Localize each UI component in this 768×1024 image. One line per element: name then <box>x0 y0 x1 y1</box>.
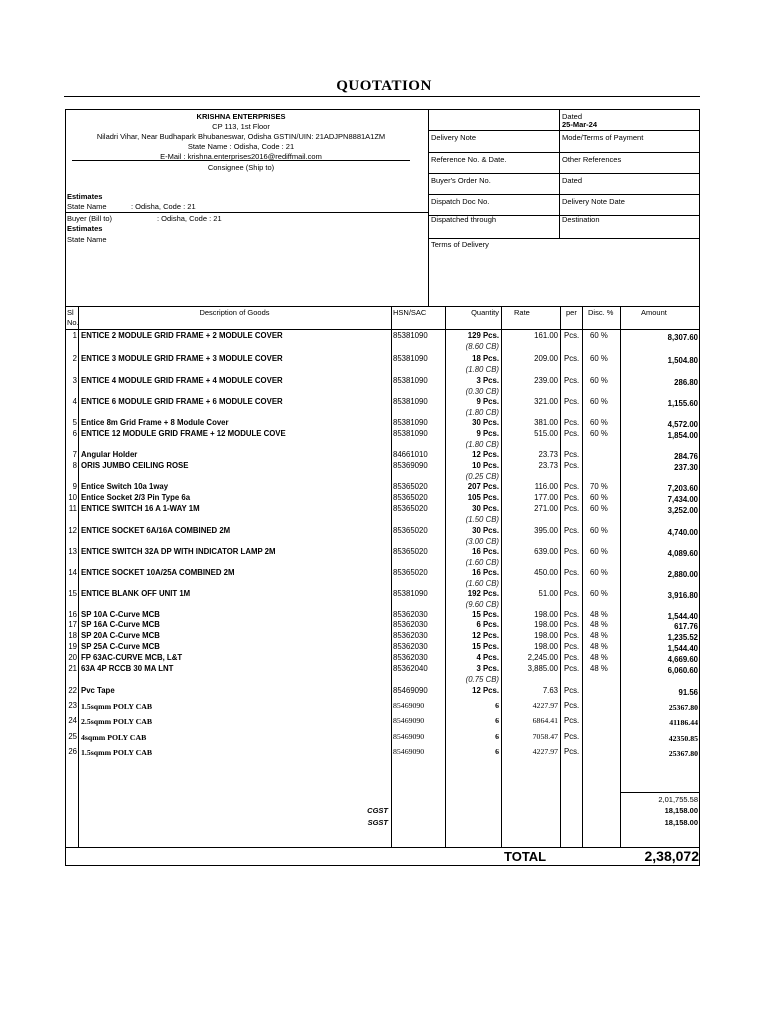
row-rate: 161.00 <box>534 331 558 340</box>
delivery-note-date-label: Delivery Note Date <box>562 197 625 206</box>
row-qty: 15 Pcs. <box>472 610 499 619</box>
row-hsn: 85381090 <box>393 418 428 427</box>
row-hsn: 85381090 <box>393 331 428 340</box>
buyer-state-value: : Odisha, Code : 21 <box>157 214 222 223</box>
row-hsn: 85365020 <box>393 526 428 535</box>
row-sl: 11 <box>68 504 77 513</box>
row-rate: 7.63 <box>542 686 558 695</box>
row-hsn: 85381090 <box>393 589 428 598</box>
row-sl: 19 <box>68 642 77 651</box>
row-sl: 21 <box>68 664 77 673</box>
row-disc: 60 % <box>590 493 608 502</box>
row-amount: 1,854.00 <box>667 431 698 440</box>
other-refs-label: Other References <box>562 155 622 164</box>
col-line-sl <box>78 306 79 847</box>
row-amount: 237.30 <box>674 463 698 472</box>
buyer-heading: Buyer (Bill to) <box>67 214 113 223</box>
seller-state: State Name : Odisha, Code : 21 <box>187 142 295 151</box>
row-qty-sub: (1.80 CB) <box>465 440 499 449</box>
row-hsn: 85362030 <box>393 653 428 662</box>
row-hsn: 85469090 <box>393 747 425 756</box>
row-sl: 10 <box>68 493 77 502</box>
row-desc: ENTICE 3 MODULE GRID FRAME + 3 MODULE COVER <box>81 354 283 363</box>
row-sl: 16 <box>68 610 77 619</box>
row-rate: 198.00 <box>534 642 558 651</box>
row-rate: 2,245.00 <box>527 653 558 662</box>
consignee-heading: Consignee (Ship to) <box>207 163 275 172</box>
row-rate: 239.00 <box>534 376 558 385</box>
row-disc: 70 % <box>590 482 608 491</box>
row-sl: 23 <box>68 701 77 710</box>
row-qty-sub: (1.60 CB) <box>465 558 499 567</box>
subtotal-line <box>620 792 699 793</box>
row-per: Pcs. <box>564 631 580 640</box>
consignee-state-value: : Odisha, Code : 21 <box>131 202 196 211</box>
row-rate: 23.73 <box>538 450 558 459</box>
row-qty: 9 Pcs. <box>476 397 499 406</box>
col-header-sl: Sl <box>67 308 74 317</box>
row-qty: 12 Pcs. <box>472 631 499 640</box>
row-rate: 7058.47 <box>532 732 558 741</box>
row-desc: FP 63AC-CURVE MCB, L&T <box>81 653 183 662</box>
row-desc: Angular Holder <box>81 450 138 459</box>
row-qty-sub: (1.80 CB) <box>465 365 499 374</box>
row-sl: 2 <box>72 354 77 363</box>
row-sl: 18 <box>68 631 77 640</box>
row-rate: 450.00 <box>534 568 558 577</box>
row-hsn: 85362040 <box>393 664 428 673</box>
row-amount: 1,544.40 <box>667 644 698 653</box>
row-amount: 7,203.60 <box>667 484 698 493</box>
row-hsn: 85365020 <box>393 493 428 502</box>
sgst-value: 18,158.00 <box>664 818 698 827</box>
row-desc: Entice Switch 10a 1way <box>81 482 169 491</box>
row-sl: 17 <box>68 620 77 629</box>
row-desc: 4sqmm POLY CAB <box>81 733 147 742</box>
row-sl: 20 <box>68 653 77 662</box>
row-qty: 16 Pcs. <box>472 547 499 556</box>
row-hsn: 85469090 <box>393 716 425 725</box>
row-per: Pcs. <box>564 620 580 629</box>
row-sl: 6 <box>72 429 77 438</box>
row-qty: 3 Pcs. <box>476 664 499 673</box>
row-per: Pcs. <box>564 418 580 427</box>
header-divider <box>428 109 429 306</box>
row-per: Pcs. <box>564 664 580 673</box>
dated-value: 25-Mar-24 <box>562 120 598 129</box>
row-rate: 4227.97 <box>532 747 558 756</box>
row-sl: 5 <box>72 418 77 427</box>
row-hsn: 85365020 <box>393 482 428 491</box>
buyer-state-label: State Name <box>67 235 107 244</box>
col-header-desc: Description of Goods <box>199 308 270 317</box>
row-qty: 12 Pcs. <box>472 450 499 459</box>
row-desc: Entice 8m Grid Frame + 8 Module Cover <box>81 418 229 427</box>
row-amount: 617.76 <box>674 622 698 631</box>
row-per: Pcs. <box>564 354 580 363</box>
row-sl: 25 <box>68 732 77 741</box>
row-qty: 6 <box>495 716 499 725</box>
meta-divider <box>559 109 560 239</box>
total-value: 2,38,072 <box>644 848 699 864</box>
row-per: Pcs. <box>564 547 580 556</box>
row-qty: 30 Pcs. <box>472 504 499 513</box>
row-desc: 2.5sqmm POLY CAB <box>81 717 153 726</box>
row-hsn: 85365020 <box>393 547 428 556</box>
row-rate: 198.00 <box>534 620 558 629</box>
row-disc: 60 % <box>590 354 608 363</box>
row-desc: SP 20A C-Curve MCB <box>81 631 160 640</box>
row-amount: 1,544.40 <box>667 612 698 621</box>
subtotal-value: 2,01,755.58 <box>658 795 698 804</box>
row-desc: SP 25A C-Curve MCB <box>81 642 160 651</box>
title-underline <box>64 96 700 97</box>
row-qty: 10 Pcs. <box>472 461 499 470</box>
row-per: Pcs. <box>564 397 580 406</box>
row-sl: 26 <box>68 747 77 756</box>
row-amount: 284.76 <box>674 452 698 461</box>
buyer-name: Estimates <box>67 224 103 233</box>
row-desc: SP 16A C-Curve MCB <box>81 620 160 629</box>
row-amount: 4,572.00 <box>667 420 698 429</box>
dated2-label: Dated <box>562 176 583 185</box>
row-amount: 1,504.80 <box>667 356 698 365</box>
delivery-note-label: Delivery Note <box>431 133 477 142</box>
row-amount: 3,916.80 <box>667 591 698 600</box>
row-amount: 2,880.00 <box>667 570 698 579</box>
row-disc: 60 % <box>590 589 608 598</box>
row-desc: Pvc Tape <box>81 686 115 695</box>
row-hsn: 85362030 <box>393 620 428 629</box>
row-rate: 51.00 <box>538 589 558 598</box>
dispatched-through-label: Dispatched through <box>431 215 497 224</box>
row-per: Pcs. <box>564 732 580 741</box>
row-qty-sub: (8.60 CB) <box>465 342 499 351</box>
row-amount: 1,155.60 <box>667 399 698 408</box>
row-desc: ORIS JUMBO CEILING ROSE <box>81 461 189 470</box>
col-line-desc <box>391 306 392 847</box>
cgst-value: 18,158.00 <box>664 806 698 815</box>
row-amount: 6,060.60 <box>667 666 698 675</box>
col-header-qty: Quantity <box>471 308 499 317</box>
row-qty: 15 Pcs. <box>472 642 499 651</box>
row-amount: 42350.85 <box>668 734 698 743</box>
row-qty: 6 <box>495 732 499 741</box>
row-per: Pcs. <box>564 376 580 385</box>
row-rate: 209.00 <box>534 354 558 363</box>
row-sl: 13 <box>68 547 77 556</box>
buyers-order-label: Buyer's Order No. <box>431 176 491 185</box>
row-qty-sub: (0.30 CB) <box>465 387 499 396</box>
row-disc: 60 % <box>590 331 608 340</box>
row-per: Pcs. <box>564 589 580 598</box>
row-qty-sub: (1.60 CB) <box>465 579 499 588</box>
page-title: QUOTATION <box>336 78 432 94</box>
row-desc: ENTICE 4 MODULE GRID FRAME + 4 MODULE COVER <box>81 376 283 385</box>
row-disc: 60 % <box>590 504 608 513</box>
row-hsn: 85469090 <box>393 686 428 695</box>
row-amount: 4,669.60 <box>667 655 698 664</box>
meta-line <box>428 194 699 195</box>
row-desc: Entice Socket 2/3 Pin Type 6a <box>81 493 191 502</box>
dispatch-doc-label: Dispatch Doc No. <box>431 197 490 206</box>
destination-label: Destination <box>562 215 600 224</box>
row-qty: 129 Pcs. <box>467 331 499 340</box>
row-hsn: 85362030 <box>393 642 428 651</box>
consignee-divider <box>65 212 428 213</box>
row-per: Pcs. <box>564 482 580 491</box>
row-qty: 12 Pcs. <box>472 686 499 695</box>
row-per: Pcs. <box>564 504 580 513</box>
row-per: Pcs. <box>564 568 580 577</box>
row-hsn: 84661010 <box>393 450 428 459</box>
row-desc: ENTICE SWITCH 16 A 1-WAY 1M <box>81 504 200 513</box>
row-per: Pcs. <box>564 429 580 438</box>
row-desc: ENTICE BLANK OFF UNIT 1M <box>81 589 191 598</box>
row-rate: 395.00 <box>534 526 558 535</box>
row-qty: 105 Pcs. <box>467 493 499 502</box>
row-desc: SP 10A C-Curve MCB <box>81 610 160 619</box>
row-amount: 41186.44 <box>669 718 698 727</box>
row-disc: 48 % <box>590 610 608 619</box>
row-qty: 6 <box>495 701 499 710</box>
seller-name: KRISHNA ENTERPRISES <box>196 112 286 121</box>
row-rate: 116.00 <box>534 482 558 491</box>
row-desc: 1.5sqmm POLY CAB <box>81 748 153 757</box>
row-disc: 48 % <box>590 631 608 640</box>
row-disc: 60 % <box>590 376 608 385</box>
row-desc: 63A 4P RCCB 30 MA LNT <box>81 664 174 673</box>
row-qty: 192 Pcs. <box>467 589 499 598</box>
row-rate: 515.00 <box>534 429 558 438</box>
col-header-rate: Rate <box>514 308 530 317</box>
row-sl: 8 <box>72 461 77 470</box>
row-hsn: 85365020 <box>393 568 428 577</box>
row-hsn: 85381090 <box>393 429 428 438</box>
row-disc: 60 % <box>590 526 608 535</box>
col-header-hsn: HSN/SAC <box>393 308 427 317</box>
row-qty: 30 Pcs. <box>472 418 499 427</box>
row-sl: 24 <box>68 716 77 725</box>
row-qty-sub: (1.50 CB) <box>465 515 499 524</box>
row-desc: ENTICE SOCKET 10A/25A COMBINED 2M <box>81 568 235 577</box>
row-disc: 48 % <box>590 664 608 673</box>
seller-address1: CP 113, 1st Floor <box>212 122 270 131</box>
consignee-name: Estimates <box>67 192 103 201</box>
consignee-state-label: State Name <box>67 202 107 211</box>
meta-line <box>428 173 699 174</box>
row-per: Pcs. <box>564 716 580 725</box>
row-qty-sub: (0.75 CB) <box>465 675 499 684</box>
row-sl: 15 <box>68 589 77 598</box>
cgst-label: CGST <box>367 806 388 815</box>
row-amount: 3,252.00 <box>667 506 698 515</box>
row-amount: 4,089.60 <box>667 549 698 558</box>
row-hsn: 85369090 <box>393 461 428 470</box>
row-disc: 60 % <box>590 418 608 427</box>
row-qty: 9 Pcs. <box>476 429 499 438</box>
row-sl: 22 <box>68 686 77 695</box>
row-disc: 60 % <box>590 547 608 556</box>
row-desc: ENTICE 12 MODULE GRID FRAME + 12 MODULE COVE <box>81 429 286 438</box>
row-hsn: 85362030 <box>393 631 428 640</box>
row-per: Pcs. <box>564 686 580 695</box>
row-sl: 12 <box>68 526 77 535</box>
row-per: Pcs. <box>564 450 580 459</box>
row-qty-sub: (0.25 CB) <box>465 472 499 481</box>
row-disc: 48 % <box>590 642 608 651</box>
terms-delivery-label: Terms of Delivery <box>431 240 489 249</box>
row-desc: ENTICE 2 MODULE GRID FRAME + 2 MODULE COVER <box>81 331 283 340</box>
dated-label: Dated <box>562 112 583 121</box>
total-label: TOTAL <box>504 849 547 864</box>
table-header-top <box>65 306 700 307</box>
row-per: Pcs. <box>564 526 580 535</box>
row-sl: 1 <box>72 331 77 340</box>
row-qty-sub: (3.00 CB) <box>465 537 499 546</box>
row-per: Pcs. <box>564 747 580 756</box>
row-disc: 48 % <box>590 620 608 629</box>
row-desc: ENTICE 6 MODULE GRID FRAME + 6 MODULE COVER <box>81 397 283 406</box>
table-header-bottom <box>65 329 700 330</box>
row-amount: 4,740.00 <box>667 528 698 537</box>
row-disc: 60 % <box>590 397 608 406</box>
row-hsn: 85381090 <box>393 397 428 406</box>
seller-email: E-Mail : krishna.enterprises2016@rediffmail.com <box>160 152 322 161</box>
frame-right <box>699 109 700 865</box>
row-per: Pcs. <box>564 461 580 470</box>
row-hsn: 85381090 <box>393 376 428 385</box>
col-header-per: per <box>566 308 577 317</box>
row-qty: 16 Pcs. <box>472 568 499 577</box>
col-header-disc: Disc. % <box>588 308 614 317</box>
row-hsn: 85365020 <box>393 504 428 513</box>
frame-top <box>65 109 700 110</box>
row-qty: 207 Pcs. <box>467 482 499 491</box>
sgst-label: SGST <box>367 818 388 827</box>
row-sl: 9 <box>72 482 77 491</box>
row-rate: 639.00 <box>534 547 558 556</box>
row-qty: 4 Pcs. <box>476 653 499 662</box>
row-per: Pcs. <box>564 331 580 340</box>
row-hsn: 85362030 <box>393 610 428 619</box>
row-per: Pcs. <box>564 610 580 619</box>
row-qty: 3 Pcs. <box>476 376 499 385</box>
col-line-rate <box>560 306 561 847</box>
row-rate: 4227.97 <box>532 701 558 710</box>
meta-line <box>428 238 699 239</box>
row-rate: 177.00 <box>534 493 558 502</box>
row-qty-sub: (1.80 CB) <box>465 408 499 417</box>
row-per: Pcs. <box>564 701 580 710</box>
row-disc: 48 % <box>590 653 608 662</box>
row-qty: 18 Pcs. <box>472 354 499 363</box>
row-disc: 60 % <box>590 429 608 438</box>
reference-label: Reference No. & Date. <box>431 155 507 164</box>
row-rate: 271.00 <box>534 504 558 513</box>
row-amount: 91.56 <box>678 688 698 697</box>
row-qty-sub: (9.60 CB) <box>465 600 499 609</box>
frame-bottom <box>65 865 700 866</box>
row-desc: ENTICE SOCKET 6A/16A COMBINED 2M <box>81 526 231 535</box>
col-line-per <box>582 306 583 847</box>
row-amount: 25367.80 <box>668 749 698 758</box>
row-qty: 6 Pcs. <box>476 620 499 629</box>
row-sl: 4 <box>72 397 77 406</box>
col-header-no: No. <box>67 318 79 327</box>
mode-terms-label: Mode/Terms of Payment <box>562 133 644 142</box>
row-rate: 6864.41 <box>532 716 558 725</box>
row-sl: 7 <box>72 450 77 459</box>
row-qty: 30 Pcs. <box>472 526 499 535</box>
row-amount: 286.80 <box>674 378 698 387</box>
row-amount: 7,434.00 <box>667 495 698 504</box>
row-qty: 6 <box>495 747 499 756</box>
row-per: Pcs. <box>564 642 580 651</box>
row-per: Pcs. <box>564 653 580 662</box>
row-sl: 3 <box>72 376 77 385</box>
meta-line <box>428 130 699 131</box>
row-disc: 60 % <box>590 568 608 577</box>
row-amount: 1,235.52 <box>667 633 698 642</box>
row-rate: 198.00 <box>534 631 558 640</box>
row-desc: ENTICE SWITCH 32A DP WITH INDICATOR LAMP 2M <box>81 547 276 556</box>
row-rate: 321.00 <box>534 397 558 406</box>
row-amount: 8,307.60 <box>667 333 698 342</box>
row-hsn: 85469090 <box>393 701 425 710</box>
row-rate: 198.00 <box>534 610 558 619</box>
row-rate: 23.73 <box>538 461 558 470</box>
row-per: Pcs. <box>564 493 580 502</box>
row-hsn: 85381090 <box>393 354 428 363</box>
row-hsn: 85469090 <box>393 732 425 741</box>
row-sl: 14 <box>68 568 77 577</box>
seller-address2: Niladri Vihar, Near Budhapark Bhubaneswar, Odisha GSTIN/UIN: 21ADJPN8881A1ZM <box>96 132 386 141</box>
col-header-amount: Amount <box>641 308 667 317</box>
row-rate: 3,885.00 <box>527 664 558 673</box>
meta-line <box>428 152 699 153</box>
row-desc: 1.5sqmm POLY CAB <box>81 702 153 711</box>
row-rate: 381.00 <box>534 418 558 427</box>
row-amount: 25367.80 <box>668 703 698 712</box>
